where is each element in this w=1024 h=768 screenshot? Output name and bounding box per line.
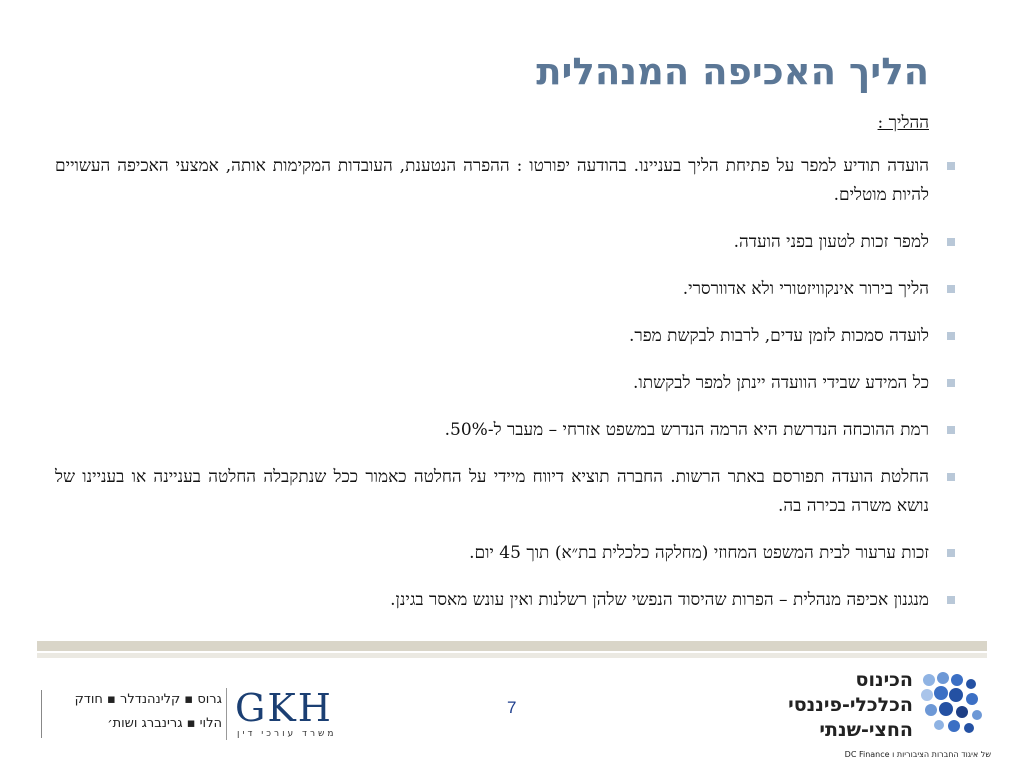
bullet-item	[55, 463, 929, 521]
law-firm-names-line1: גרוס ▪ קלינהנדלר ▪ חודק	[74, 692, 222, 707]
bullet-item	[55, 539, 929, 568]
gkh-logo	[226, 688, 349, 740]
square-bullet-icon	[947, 238, 955, 246]
bullet-text: רמת ההוכחה הנדרשת היא הרמה הנדרש במשפט אזרחי – מעבר ל-50%.	[444, 420, 929, 440]
bullet-text: החלטת הועדה תפורסם באתר הרשות. החברה תוציא דיווח מיידי על החלטה כאמור ככל שנתקבלה החלטה בעניינה או בעניינו של נושא משרה בכירה בה.	[55, 467, 929, 516]
bullet-item	[55, 228, 929, 257]
law-firm-logo	[37, 688, 349, 740]
bullet-item	[55, 416, 929, 445]
bullet-item	[55, 275, 929, 304]
bullet-item	[55, 322, 929, 351]
bullet-text: לועדה סמכות לזמן עדים, לרבות לבקשת מפר.	[628, 326, 929, 346]
dots-logo-icon	[917, 670, 987, 740]
square-bullet-icon	[947, 162, 955, 170]
conference-name-line1: הכינוס	[855, 669, 913, 691]
square-bullet-icon	[947, 285, 955, 293]
law-firm-names-line2: הלוי ▪ גרינברג ושות׳	[107, 716, 222, 731]
page-number: 7	[507, 698, 517, 717]
bullet-list	[55, 152, 929, 633]
gkh-logo-letters: GKH	[235, 686, 333, 730]
conference-footnote: של איגוד החברות הציבוריות ו DC Finance	[844, 750, 991, 759]
section-subtitle: ההליך :	[877, 113, 929, 133]
footer-divider-light	[37, 653, 987, 658]
law-firm-names	[75, 688, 222, 736]
bullet-text: מנגנון אכיפה מנהלית – הפרות שהיסוד הנפשי שלהן רשלנות ואין עונש מאסר בגינן.	[390, 590, 929, 610]
bullet-text: הועדה תודיע למפר על פתיחת הליך בעניינו. בהודעה יפורטו : ההפרה הנטענת, העובדות המקימות אותה, אמצעי האכיפה העשויים להיות מוטלים.	[55, 156, 929, 205]
square-bullet-icon	[947, 332, 955, 340]
bullet-text: זכות ערעור לבית המשפט המחוזי (מחלקה כלכלית בת״א) תוך 45 יום.	[469, 543, 929, 563]
square-bullet-icon	[947, 549, 955, 557]
conference-logo	[786, 668, 991, 766]
conference-name-line3: החצי-שנתי	[819, 719, 913, 741]
footer-divider	[37, 641, 987, 651]
bullet-item	[55, 369, 929, 398]
gkh-logo-subtitle: משרד עורכי דין	[237, 729, 337, 739]
square-bullet-icon	[947, 379, 955, 387]
logo-divider	[41, 690, 42, 738]
bullet-text: למפר זכות לטעון בפני הועדה.	[733, 232, 929, 252]
square-bullet-icon	[947, 473, 955, 481]
bullet-item	[55, 152, 929, 210]
bullet-item	[55, 586, 929, 615]
bullet-text: כל המידע שבידי הוועדה יינתן למפר לבקשתו.	[633, 373, 929, 393]
bullet-text: הליך בירור אינקוויזטורי ולא אדוורסרי.	[682, 279, 929, 299]
conference-name	[788, 668, 913, 743]
square-bullet-icon	[947, 426, 955, 434]
conference-name-line2: הכלכלי-פיננסי	[788, 694, 913, 716]
square-bullet-icon	[947, 596, 955, 604]
slide-title: הליך האכיפה המנהלית	[536, 50, 929, 93]
